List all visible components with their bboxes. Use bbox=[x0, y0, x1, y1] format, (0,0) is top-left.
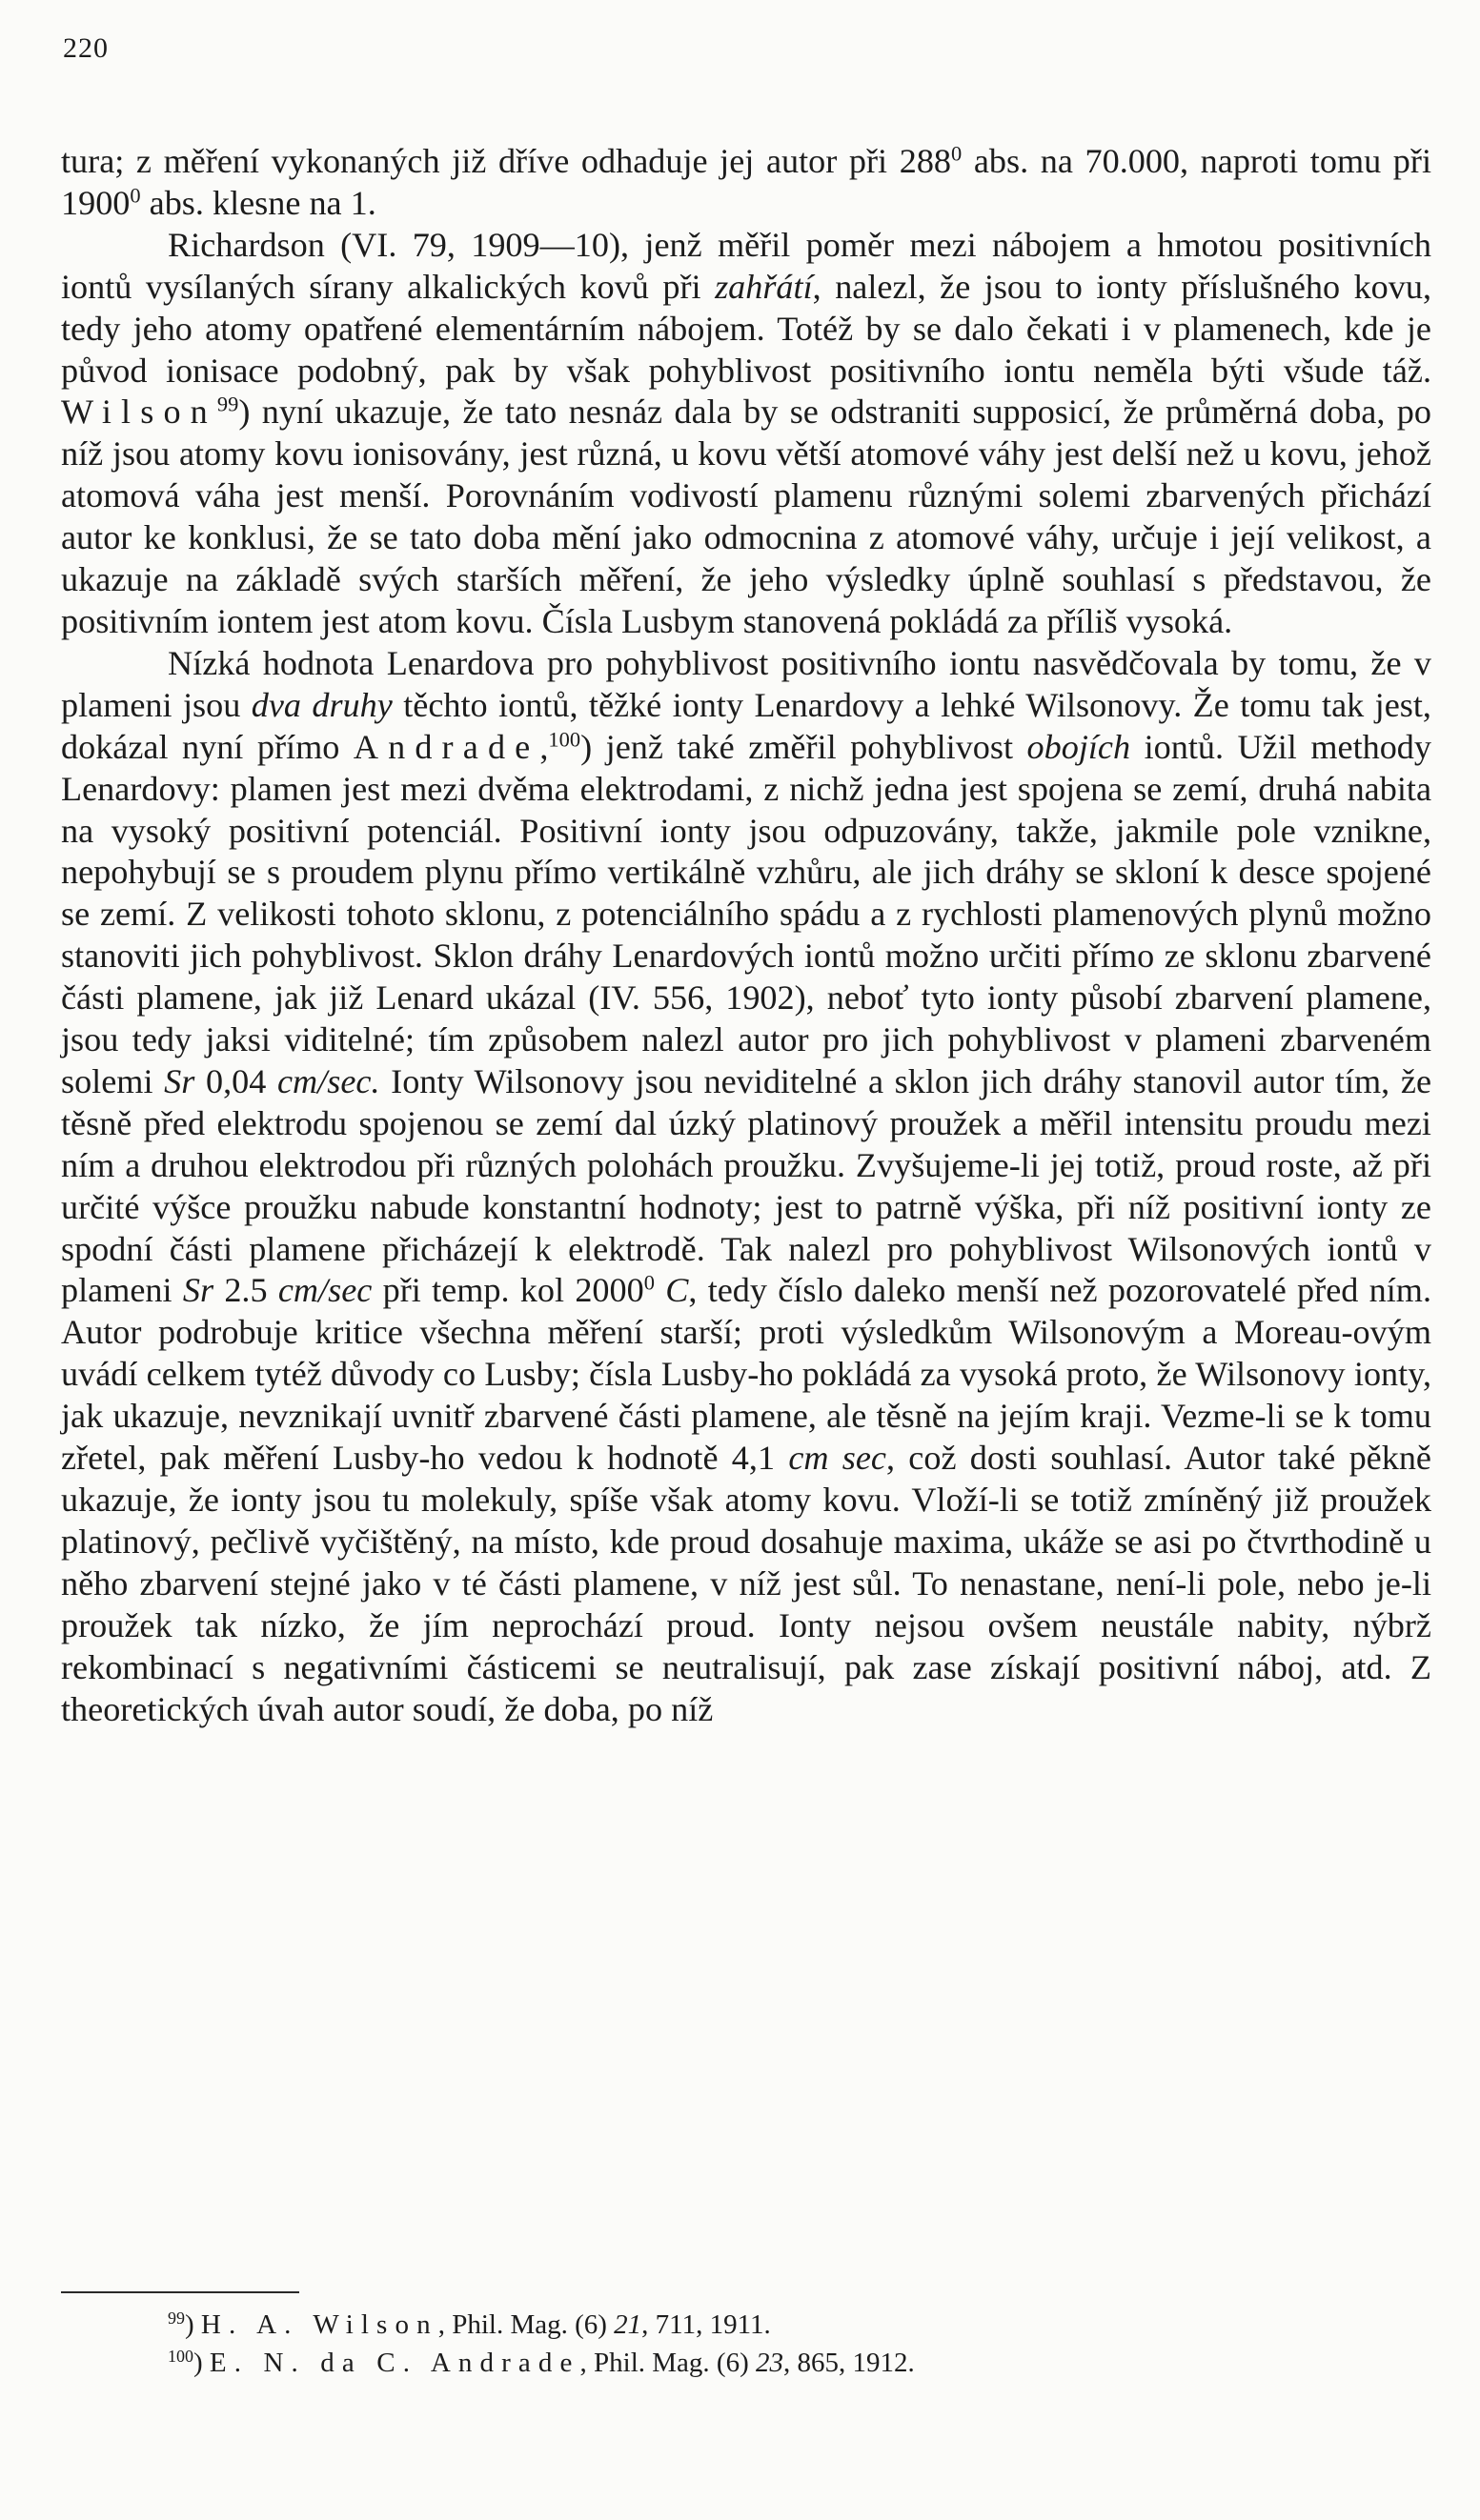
footnote-marker: 100 bbox=[548, 727, 581, 752]
italic-run: cm/sec. bbox=[276, 1061, 380, 1100]
footnote-marker: 0 bbox=[130, 183, 141, 208]
italic-run: cm/sec bbox=[277, 1271, 373, 1310]
italic-run: 21 bbox=[614, 2309, 642, 2340]
text-run: , Phil. Mag. (6) bbox=[579, 2348, 756, 2378]
text-run: tura; z měření vykonaných již dříve odhaduje jej autor při 288 bbox=[61, 142, 952, 180]
footnote bbox=[168, 2306, 915, 2344]
spaced-name: H. A. Wilson bbox=[200, 2309, 438, 2340]
text-run: iontů. Užil methody Lenardovy: plamen jest mezi dvěma elektrodami, z nichž jedna jest spojena se zemí, druhá nabita na vysoký positivní potenciál. Positivní ionty jsou odpuzovány, takže, jakmile pole vznikne, nepohybují se s proudem plynu přímo vertikálně vzhůru, ale jich dráhy se skloní k desce spojené se zemí. Z velikosti tohoto sklonu, z potenciálního spádu a z rychlosti plamenových plynů možno stanoviti jich pohyblivost. Sklon dráhy Lenardových iontů možno určiti přímo ze sklonu zbarvené části plamene, jak již Lenard ukázal (IV. 556, 1902), neboť tyto ionty působí zbarvení plamene, jsou tedy jaksi viditelné; tím způsobem nalezl autor pro jich pohyblivost v plameni zbarveném solemi bbox=[61, 727, 1431, 1100]
text-run: 2.5 bbox=[213, 1271, 278, 1310]
text-run: , nalezl, že jsou to ionty příslušného kovu, tedy jeho atomy opatřené elementárním nábojem. Totéž by se dalo čekati i v plamenech, kde je původ ionisace podobný, pak by však pohyblivost positivního iontu neměla býti všude táž. bbox=[61, 267, 1432, 390]
footnote-marker: 99 bbox=[216, 393, 239, 417]
footnote bbox=[168, 2344, 915, 2382]
italic-run: Sr bbox=[182, 1271, 214, 1310]
spaced-name: E. N. da C. Andrade bbox=[209, 2348, 580, 2378]
spaced-name: Wilson bbox=[61, 393, 217, 432]
text-run: , Phil. Mag. (6) bbox=[437, 2309, 615, 2340]
text-run: při temp. kol 2000 bbox=[372, 1271, 644, 1310]
text-run: , 865, 1912. bbox=[783, 2348, 915, 2378]
footnote-number: 100 bbox=[168, 2347, 193, 2367]
italic-run: 23 bbox=[756, 2348, 783, 2378]
text-run: abs. na 70.000, naproti tomu při 1900 bbox=[61, 142, 1431, 222]
footnotes bbox=[168, 2306, 915, 2382]
italic-run: zahřátí bbox=[715, 267, 813, 306]
footnote-paren: ) bbox=[184, 2309, 201, 2340]
text-run: , 711, 1911. bbox=[641, 2309, 771, 2340]
footnote-rule bbox=[61, 2291, 299, 2293]
text-run: , bbox=[539, 727, 549, 766]
text-run: abs. klesne na 1. bbox=[140, 183, 376, 222]
text-run: ) nyní ukazuje, že tato nesnáz dala by se odstraniti supposicí, že průměrná doba, po níž jsou atomy kovu ionisovány, jest různá, u kovu větší atomové váhy jest delší než u kovu, jehož atomová váha jest menší. Porovnáním vodivostí plamenu různými solemi zbarvených přichází autor ke konklusi, že se tato doba mění jako odmocnina z atomové váhy, určuje i její velikost, a ukazuje na základě svých starších měření, že jeho výsledky úplně souhlasí s představou, že positivním iontem jest atom kovu. Čísla Lusbym stanovená pokládá za příliš vysoká. bbox=[61, 393, 1431, 640]
text-run: Ionty Wilsonovy jsou neviditelné a sklon jich dráhy stanovil autor tím, že těsně před elektrodu spojenou se zemí dal úzký platinový proužek a měřil intensitu proudu mezi ním a druhou elektrodou při různých polohách proužku. Zvyšujeme-li jej totiž, proud roste, až při určité výšce proužku nabude konstantní hodnoty; jest to patrně výška, při níž positivní ionty ze spodní části plamene přicházejí k elektrodě. Tak nalezl pro pohyblivost Wilsonových iontů v plameni bbox=[61, 1061, 1432, 1310]
italic-run: cm sec bbox=[788, 1439, 886, 1478]
italic-run: obojích bbox=[1026, 727, 1131, 766]
text-run: těchto iontů, těžké ionty Lenardovy a lehké Wilsonovy. Že tomu tak jest, dokázal nyní přímo bbox=[61, 685, 1431, 766]
italic-run: Sr bbox=[164, 1061, 195, 1100]
spaced-name: Andrade bbox=[353, 727, 540, 766]
italic-run: C bbox=[665, 1271, 689, 1310]
footnote-paren: ) bbox=[193, 2348, 210, 2378]
paragraph bbox=[61, 225, 1431, 643]
text-run: ) jenž také změřil pohyblivost bbox=[580, 727, 1027, 766]
text-run: Richardson (VI. 79, 1909—10), jenž měřil poměr mezi nábojem a hmotou positivních iontů vysílaných sírany alkalických kovů při bbox=[61, 225, 1431, 306]
text-run: 0,04 bbox=[194, 1061, 277, 1100]
footnote-number: 99 bbox=[168, 2308, 185, 2328]
footnote-marker: 0 bbox=[951, 141, 963, 166]
paragraph bbox=[61, 643, 1431, 1731]
italic-run: dva druhy bbox=[251, 685, 393, 724]
text-run: Nízká hodnota Lenardova pro pohyblivost positivního iontu nasvědčovala by tomu, že v plameni jsou bbox=[61, 643, 1431, 724]
page-number: 220 bbox=[63, 32, 109, 64]
text-run bbox=[655, 1271, 665, 1309]
text-run: , což dosti souhlasí. Autor také pěkně ukazuje, že ionty jsou tu molekuly, spíše však atomy kovu. Vloží-li se totiž zmíněný již proužek platinový, pečlivě vyčištěný, na místo, kde proud dosahuje maxima, ukáže se asi po čtvrthodině u něho zbarvení stejné jako v té části plamene, v níž jest sůl. To nenastane, není-li pole, nebo je-li proužek tak nízko, že jím neprochází proud. Ionty nejsou ovšem neustále nabity, nýbrž rekombinací s negativními částicemi se neutralisují, pak zase získají positivní náboj, atd. Z theoretických úvah autor soudí, že doba, po níž bbox=[61, 1439, 1431, 1728]
paragraph bbox=[61, 141, 1431, 225]
body-text bbox=[61, 141, 1431, 1730]
text-run: , tedy číslo daleko menší než pozorovatelé před ním. Autor podrobuje kritice všechna měření starší; proti výsledkům Wilsonovým a Moreau-ovým uvádí celkem tytéž důvody co Lusby; čísla Lusby-ho pokládá za vysoká proto, že Wilsonovy ionty, jak ukazuje, nevznikají uvnitř zbarvené části plamene, ale těsně na jejím kraji. Vezme-li se k tomu zřetel, pak měření Lusby-ho vedou k hodnotě 4,1 bbox=[61, 1271, 1431, 1478]
footnote-marker: 0 bbox=[643, 1271, 655, 1296]
